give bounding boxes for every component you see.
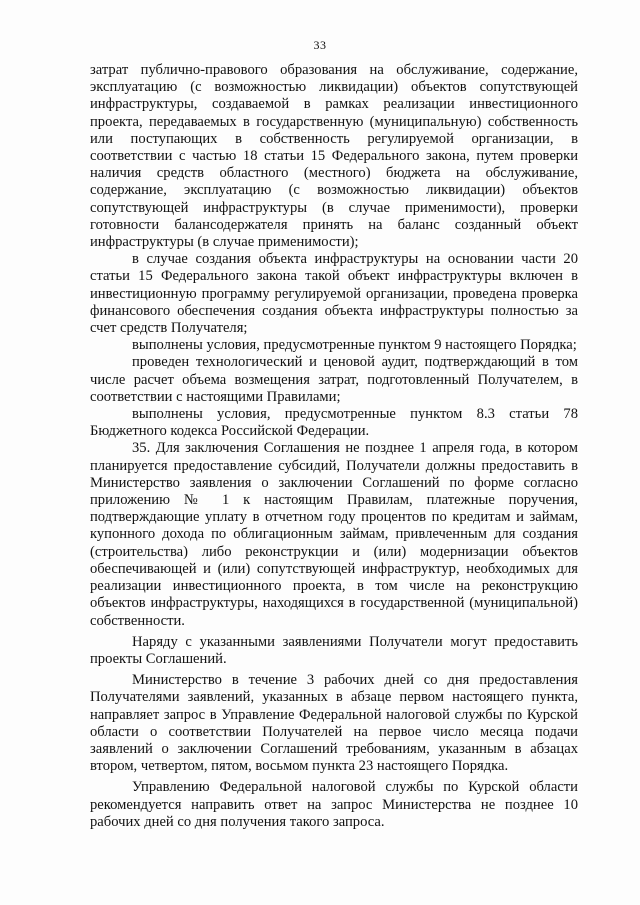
paragraph-continuation: затрат публично-правового образования на обслуживание, содержание, эксплуатацию (с возможностью ликвидации) объектов сопутствующей инфраструктуры, создаваемой в рамках реализации инвестиционного проекта, передаваемых в государственную (муниципальную) собственность или поступающих в собственность регулируемой организации, в соответствии с частью 18 статьи 15 Федерального закона, путем проверки наличия средств областного (местного) бюджета на обслуживание, содержание, эксплуатацию (с возможностью ликвидации) объектов сопутствующей инфраструктуры (в случае применимости), проверки готовности балансодержателя принять на баланс созданный объект инфраструктуры (в случае применимости); (90, 62, 578, 251)
paragraph-draft-agreements: Наряду с указанными заявлениями Получатели могут предоставить проекты Соглашений. (90, 633, 578, 667)
paragraph-ministry-request: Министерство в течение 3 рабочих дней со дня предоставления Получателями заявлений, указанных в абзаце первом настоящего пункта, направляет запрос в Управление Федеральной налоговой службы по Курской области о соответствии Получателей на первое число месяца подачи заявлений о заключении Соглашений требованиям, указанным в абзацах втором, четвертом, пятом, восьмом пункта 23 настоящего Порядка. (90, 672, 578, 775)
paragraph-audit-condition: проведен технологический и ценовой аудит, подтверждающий в том числе расчет объема возмещения затрат, подготовленный Получателем, в соответствии с настоящими Правилами; (90, 354, 578, 405)
paragraph-clause-35: 35. Для заключения Соглашения не позднее 1 апреля года, в котором планируется предоставление субсидий, Получатели должны предоставить в Министерство заявления о заключении Соглашений по форме согласно приложению № 1 к настоящим Правилам, платежные поручения, подтверждающие уплату в отчетном году процентов по кредитам и займам, купонного дохода по облигационным займам, привлеченным для создания (строительства) либо реконструкции и (или) модернизации объектов обеспечивающей и (или) сопутствующей инфраструктур, необходимых для реализации инвестиционного проекта, в том числе на реконструкцию объектов инфраструктуры, находящихся в государственной (муниципальной) собственности. (90, 440, 578, 629)
paragraph-budget-code-condition: выполнены условия, предусмотренные пунктом 8.3 статьи 78 Бюджетного кодекса Российской Федерации. (90, 406, 578, 440)
paragraph-point-9-condition: выполнены условия, предусмотренные пунктом 9 настоящего Порядка; (132, 337, 577, 354)
document-body (90, 62, 578, 831)
page-number: 33 (313, 38, 327, 52)
paragraph-infrastructure-condition: в случае создания объекта инфраструктуры на основании части 20 статьи 15 Федерального закона такой объект инфраструктуры включен в инвестиционную программу регулируемой организации, проведена проверка финансового обеспечения создания объекта инфраструктуры полностью за счет средств Получателя; (90, 251, 578, 337)
paragraph-tax-service-response: Управлению Федеральной налоговой службы по Курской области рекомендуется направить ответ на запрос Министерства не позднее 10 рабочих дней со дня получения такого запроса. (90, 779, 578, 830)
